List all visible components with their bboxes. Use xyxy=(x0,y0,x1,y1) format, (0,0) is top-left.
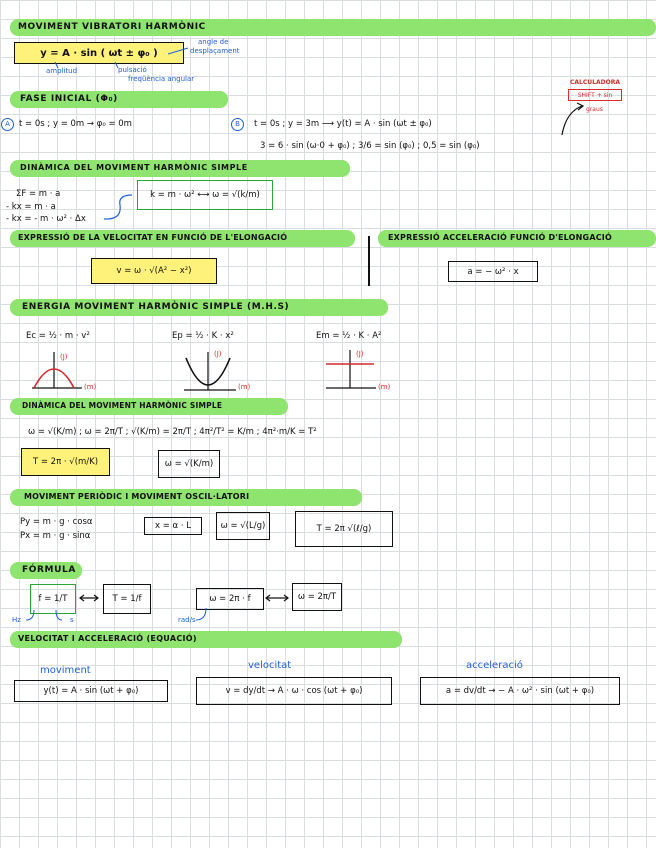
period-from-freq-box: T = 1/f xyxy=(103,584,151,614)
label-acceleracio: acceleració xyxy=(466,660,523,671)
section-title-harmonic: MOVIMENT VIBRATORI HARMÒNIC xyxy=(18,22,206,32)
section-title-formula: FÓRMULA xyxy=(22,565,76,575)
graph1-unit-j: (J) xyxy=(60,353,68,361)
unit-rads: rad/s xyxy=(178,616,196,624)
main-equation-box: y = A · sin ( ωt ± φ₀ ) xyxy=(14,42,184,64)
velocitat-equation-box: v = dy/dt → A · ω · cos (ωt + φ₀) xyxy=(196,677,392,705)
omega-freq-box: ω = 2π · f xyxy=(196,588,264,610)
omega-box: ω = √(K/m) xyxy=(158,450,220,478)
dinamica-line-1: ΣF = m · a xyxy=(16,189,61,199)
acceleracio-equation-box: a = dv/dt → − A · ω² · sin (ωt + φ₀) xyxy=(420,677,620,705)
graph3-unit-m: (m) xyxy=(378,383,391,391)
freq-box: f = 1/T xyxy=(30,584,76,614)
marker-b: B xyxy=(231,118,244,131)
acceleracio-formula-box: a = − ω² · x xyxy=(448,261,538,282)
label-desplacament: desplaçament xyxy=(190,47,240,55)
fase-case-a: t = 0s ; y = 0m → φ₀ = 0m xyxy=(19,119,132,129)
marker-a: A xyxy=(1,118,14,131)
section-title-dinamica-2: DINÀMICA DEL MOVIMENT HARMÒNIC SIMPLE xyxy=(22,401,223,410)
pendulum-px: Px = m · g · sinα xyxy=(20,531,91,541)
section-title-equacio: VELOCITAT I ACCELERACIÓ (EQUACIÓ) xyxy=(18,634,197,643)
energia-potencial: Ep = ½ · K · x² xyxy=(172,331,234,341)
section-title-fase: FASE INICIAL (Φ₀) xyxy=(20,94,118,104)
energia-mecanica: Em = ½ · K · A² xyxy=(316,331,382,341)
omega-period-box: ω = 2π/T xyxy=(292,583,342,611)
dinamica-line-3: - kx = - m · ω² · Δx xyxy=(6,214,86,224)
dinamica-line-2: - kx = m · a xyxy=(6,202,56,212)
label-pulsacio: pulsació xyxy=(118,66,147,74)
label-amplitud: amplitud xyxy=(46,67,78,75)
fase-case-b-line2: 3 = 6 · sin (ω·0 + φ₀) ; 3/6 = sin (φ₀) ; 0,5 = sin (φ₀) xyxy=(260,141,480,151)
graph1-unit-m: (m) xyxy=(84,383,97,391)
label-angle: angle de xyxy=(198,38,229,46)
graph3-unit-j: (J) xyxy=(356,350,364,358)
pendulum-period-box: T = 2π √(ℓ/g) xyxy=(295,511,393,547)
arc-length-box: x = α · L xyxy=(144,517,202,535)
section-title-velocitat: EXPRESSIÓ DE LA VELOCITAT EN FUNCIÓ DE L'ELONGACIÓ xyxy=(18,233,288,242)
calculadora-button: SHIFT + sin xyxy=(568,89,622,101)
label-freq-angular: freqüència angular xyxy=(128,75,195,83)
unit-hz: Hz xyxy=(12,616,21,624)
calculadora-label: CALCULADORA xyxy=(570,79,620,86)
energia-cinetica: Ec = ½ · m · v² xyxy=(26,331,90,341)
fase-case-b: t = 0s ; y = 3m ⟶ y(t) = A · sin (ωt ± φ₀) xyxy=(254,119,432,129)
label-velocitat: velocitat xyxy=(248,660,292,671)
velocitat-formula-box: v = ω · √(A² − x²) xyxy=(91,258,217,284)
unit-s: s xyxy=(70,616,74,624)
graph2-unit-m: (m) xyxy=(238,383,251,391)
label-moviment: moviment xyxy=(40,665,91,676)
graph2-unit-j: (J) xyxy=(214,350,222,358)
moviment-equation-box: y(t) = A · sin (ωt + φ₀) xyxy=(14,680,168,702)
pendulum-omega-box: ω = √(L/g) xyxy=(216,512,270,540)
pendulum-py: Py = m · g · cosα xyxy=(20,517,93,527)
period-box: T = 2π · √(m/K) xyxy=(21,448,110,476)
section-title-dinamica: DINÀMICA DEL MOVIMENT HARMÒNIC SIMPLE xyxy=(20,163,248,172)
dinamica-result-box: k = m · ω² ⟷ ω = √(k/m) xyxy=(137,180,273,210)
graus-label: graus xyxy=(586,106,603,113)
section-title-periodic: MOVIMENT PERIÒDIC I MOVIMENT OSCIL·LATORI xyxy=(24,492,250,501)
section-title-energia: ENERGIA MOVIMENT HARMÒNIC SIMPLE (M.H.S) xyxy=(22,302,290,312)
dinamica-derivation: ω = √(K/m) ; ω = 2π/T ; √(K/m) = 2π/T ; 4π²/T² = K/m ; 4π²·m/K = T² xyxy=(28,427,317,437)
section-title-acceleracio: EXPRESSIÓ ACCELERACIÓ FUNCIÓ D'ELONGACIÓ xyxy=(388,233,612,242)
